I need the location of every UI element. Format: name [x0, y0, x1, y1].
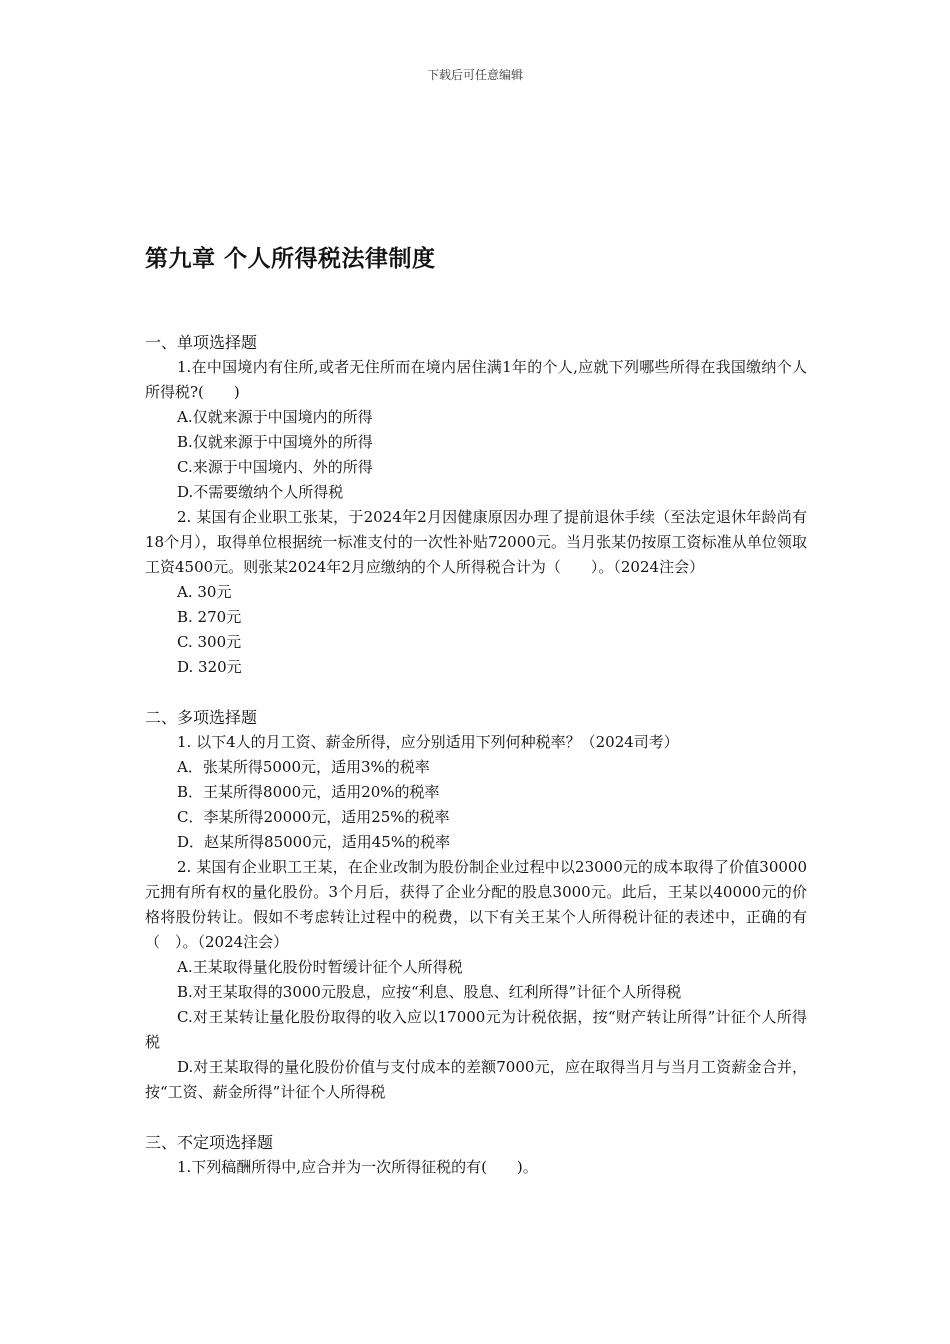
answer-option: D. 320元 [177, 658, 242, 676]
answer-option: A. 30元 [177, 583, 232, 601]
question-stem: 1.下列稿酬所得中,应合并为一次所得征税的有( )。 [177, 1158, 538, 1176]
section-heading-indefinite-choice: 三、不定项选择题 [145, 1133, 274, 1152]
section-spacer [145, 1105, 807, 1130]
section-spacer [145, 680, 807, 705]
answer-option: C. 300元 [177, 633, 242, 651]
answer-option: A．张某所得5000元，适用3%的税率 [177, 758, 430, 776]
question-stem: 2. 某国有企业职工王某，在企业改制为股份制企业过程中以23000元的成本取得了价值30000元拥有所有权的量化股份。3个月后，获得了企业分配的股息3000元。此后，王某以40000元的价格将股份转让。假如不考虑转让过程中的税费，以下有关王某个人所得税计征的表述中，正确的有（ ）。（2024注会） [145, 858, 807, 951]
answer-option: A.王某取得量化股份时暂缓计征个人所得税 [177, 958, 463, 976]
section-heading-multiple-choice: 二、多项选择题 [145, 708, 258, 727]
answer-option: C．李某所得20000元，适用25%的税率 [177, 808, 450, 826]
answer-option: B.仅就来源于中国境外的所得 [177, 433, 373, 451]
answer-option: A.仅就来源于中国境内的所得 [177, 408, 373, 426]
question-stem: 1.在中国境内有住所,或者无住所而在境内居住满1年的个人,应就下列哪些所得在我国缴纳个人所得税?( ) [145, 358, 807, 401]
chapter-title: 第九章 个人所得税法律制度 [145, 246, 436, 272]
answer-option: C.对王某转让量化股份取得的收入应以17000元为计税依据，按“财产转让所得”计征个人所得税 [145, 1008, 807, 1051]
question-stem: 1. 以下4人的月工资、薪金所得，应分别适用下列何种税率？（2024司考） [177, 733, 679, 751]
answer-option: D.对王某取得的量化股份价值与支付成本的差额7000元，应在取得当月与当月工资薪金合并，按“工资、薪金所得”计征个人所得税 [145, 1058, 807, 1101]
answer-option: D.不需要缴纳个人所得税 [177, 483, 344, 501]
answer-option: C.来源于中国境内、外的所得 [177, 458, 373, 476]
section-heading-single-choice: 一、单项选择题 [145, 333, 258, 352]
answer-option: B.对王某取得的3000元股息，应按“利息、股息、红利所得”计征个人所得税 [177, 983, 682, 1001]
answer-option: B. 270元 [177, 608, 242, 626]
answer-option: D．赵某所得85000元，适用45%的税率 [177, 833, 451, 851]
document-body [145, 330, 807, 1180]
page-header: 下载后可任意编辑 [426, 68, 523, 82]
question-stem: 2. 某国有企业职工张某，于2024年2月因健康原因办理了提前退休手续（至法定退休年龄尚有18个月），取得单位根据统一标准支付的一次性补贴72000元。当月张某仍按原工资标准从单位领取工资4500元。则张某2024年2月应缴纳的个人所得税合计为（ ）。（2024注会） [145, 508, 807, 576]
answer-option: B．王某所得8000元，适用20%的税率 [177, 783, 440, 801]
